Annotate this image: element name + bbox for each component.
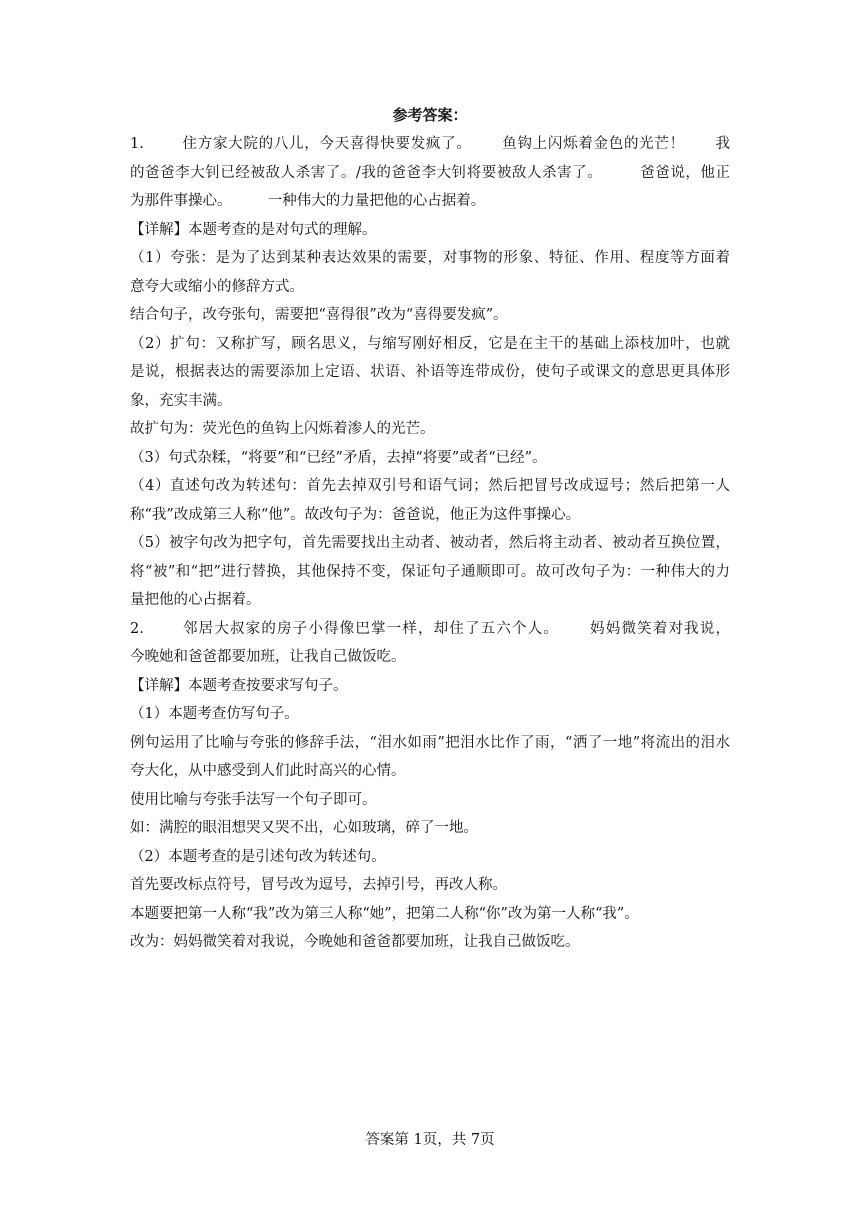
text-line: （3）句式杂糅，“将要”和“已经”矛盾，去掉“将要”或者“已经”。 [130,449,547,466]
text-line: 如：满腔的眼泪想哭又哭不出，心如玻璃，碎了一地。 [130,820,478,836]
text-line: 为那件事操心。 一种伟大的力量把他的心占据着。 [130,193,486,209]
text-line: 今晚她和爸爸都要加班，让我自己做饭吃。 [130,649,406,665]
text-line [130,130,730,159]
text-line [130,615,730,644]
text-line: 改为：妈妈微笑着对我说，今晚她和爸爸都要加班，让我自己做饭吃。 [130,934,580,950]
page-footer: 答案第 1页，共 7页 [365,1132,495,1148]
text-line: 象，充实丰满。 [130,392,232,409]
answer-segment: 鱼钩上闪烁着金色的光芒！ [501,136,685,152]
answer-segment: 住方家大院的八儿，今天喜得快要发疯了。 [181,136,472,152]
text-line: （1）本题考查仿写句子。 [130,706,299,722]
text-line: （2）本题考查的是引述句改为转述句。 [130,848,386,865]
text-line: 【详解】本题考查按要求写句子。 [130,677,348,694]
question-number: 1. [130,136,144,152]
text-line: 称“我”改成第三人称“他”。故改句子为：爸爸说，他正为这件事操心。 [130,506,581,523]
text-line: 故扩句为：荧光色的鱼钩上闪烁着渗人的光芒。 [130,421,435,437]
text-line: 的爸爸李大钊已经被敌人杀害了。/我的爸爸李大钊将要被敌人杀害了。 爸爸说，他正 [130,164,730,181]
text-line: 量把他的心占据着。 [130,592,261,608]
answer-segment: 我 [714,136,730,152]
text-line: （2）扩句：又称扩写，顾名思义，与缩写刚好相反，它是在主干的基础上添枝加叶，也就 [130,335,730,352]
answer-content [130,130,730,957]
question-number: 2. [130,620,144,637]
text-line: 使用比喻与夸张手法写一个句子即可。 [130,791,377,808]
text-line: 将“被”和“把”进行替换，其他保持不变，保证句子通顺即可。故可改句子为：一种伟大的力 [130,563,730,580]
text-line: 结合句子，改夸张句，需要把“喜得很”改为“喜得要发疯”。 [130,307,508,323]
text-line: （1）夸张：是为了达到某种表达效果的需要，对事物的形象、特征、作用、程度等方面着 [130,250,730,266]
text-line: （4）直述句改为转述句：首先去掉双引号和语气词；然后把冒号改成逗号；然后把第一人 [130,478,730,494]
text-line: （5）被字句改为把字句，首先需要找出主动者、被动者，然后将主动者、被动者互换位置， [130,535,730,551]
text-line: 是说，根据表达的需要添加上定语、状语、补语等连带成份，使句子或课文的意思更具体形 [130,364,730,380]
text-line: 本题要把第一人称“我”改为第三人称“她”，把第二人称“你”改为第一人称“我”。 [130,905,639,922]
text-line: 意夸大或缩小的修辞方式。 [130,278,304,295]
text-line: 首先要改标点符号，冒号改为逗号，去掉引号，再改人称。 [130,877,507,893]
page-title: 参考答案： [392,106,468,124]
answer-segment: 邻居大叔家的房子小得像巴掌一样，却住了五六个人。 [181,620,560,637]
text-line: 例句运用了比喻与夸张的修辞手法，“泪水如雨”把泪水比作了雨，“洒了一地”将流出的泪水 [130,734,730,751]
answer-segment: 妈妈微笑着对我说， [589,620,730,637]
text-line: 夸大化，从中感受到人们此时高兴的心情。 [130,763,406,779]
text-line: 【详解】本题考查的是对句式的理解。 [130,221,377,238]
